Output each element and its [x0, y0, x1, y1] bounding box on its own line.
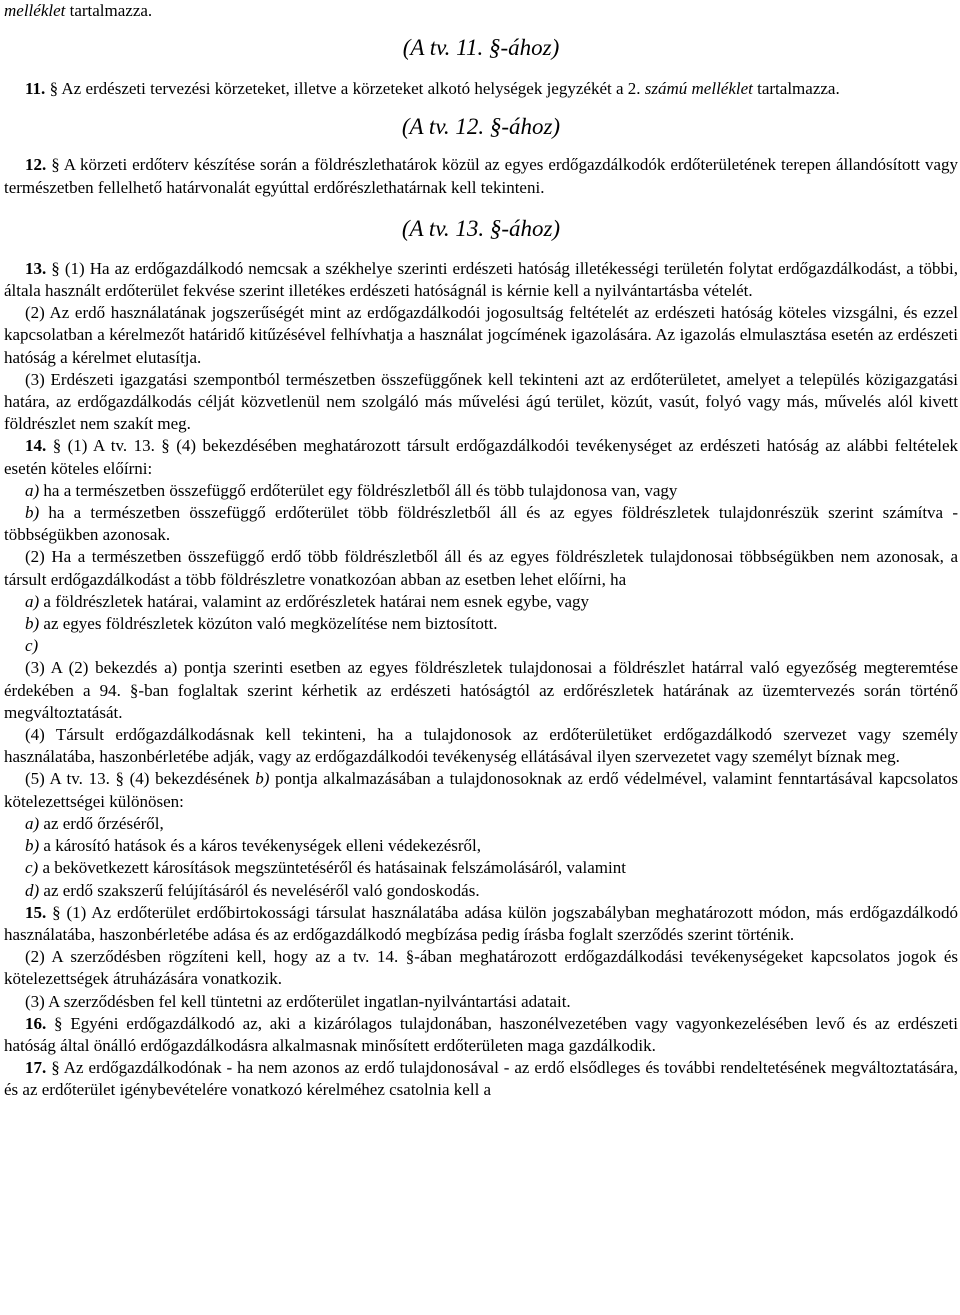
paragraph-13-1 — [4, 258, 958, 302]
document-page — [4, 0, 958, 1102]
point-label: d) — [25, 880, 40, 900]
section-heading-11: (A tv. 11. §-ához) — [402, 35, 560, 61]
paragraph-14-4: (4) Társult erdőgazdálkodásnak kell tekinteni, ha a tulajdonosok az erdőterületüket erdőgazdálkodó szervezet vagy személy használatába, haszonbérletébe adják, vagy az erdőgazdálkodói tevékenység ellátásával ilyen szervezetet vagy személyt bíznak meg. — [4, 725, 958, 767]
point-label: c) — [25, 858, 39, 878]
point-14-5-c — [4, 857, 958, 879]
paragraph-14-1 — [4, 435, 958, 479]
paragraph-number: 14. — [25, 436, 47, 456]
point-text: az egyes földrészletek közúton való megközelítése nem biztosított. — [39, 614, 498, 634]
top-fragment — [4, 0, 958, 22]
point-label: b) — [25, 614, 40, 634]
point-14-1-a — [4, 480, 958, 502]
point-14-5-b — [4, 835, 958, 857]
point-text: a bekövetkezett károsítások megszüntetéséről és hatásainak felszámolásáról, valamint — [38, 858, 626, 878]
top-fragment-italic: melléklet — [4, 1, 66, 20]
paragraph-text: § (1) A tv. 13. § (4) bekezdésében meghatározott társult erdőgazdálkodói tevékenységet az erdészeti hatóság az alábbi feltételek esetén köteles előírni: — [4, 436, 958, 478]
paragraph-number: 13. — [25, 258, 47, 278]
paragraph-14-2: (2) Ha a természetben összefüggő erdő több földrészletből áll és az egyes földrészletek tulajdonosai többségükben nem azonosak, a társult erdőgazdálkodást a több földrészletre vonatkozóan abban az esetben lehet előírni, ha — [4, 547, 958, 589]
point-label: c) — [25, 636, 39, 656]
paragraph-11 — [4, 78, 958, 100]
top-fragment-rest: tartalmazza. — [65, 1, 153, 20]
paragraph-13-3: (3) Erdészeti igazgatási szempontból természetben összefüggőnek kell tekinteni azt az erdőterületet, amelyet a település közigazgatási határa, az erdőgazdálkodás célját közvetlenül nem szolgáló más művelési ágú terület, közút, vasút, folyó vagy más, művelés alól kivett földrészlet nem szakít meg. — [4, 369, 958, 434]
section-heading-13: (A tv. 13. §-ához) — [401, 215, 561, 241]
point-14-1-b — [4, 502, 958, 546]
paragraph-17 — [4, 1057, 958, 1101]
paragraph-text: § Az erdészeti tervezési körzeteket, illetve a körzeteket alkotó helységek jegyzékét a 2. — [45, 79, 645, 99]
paragraph-number: 12. — [25, 155, 47, 175]
point-text: ha a természetben összefüggő erdőterület több földrészletből áll és az egyes földrészletek tulajdonrészük szerint számítva - többségükben azonosak. — [4, 503, 958, 545]
point-label: b) — [25, 503, 40, 523]
paragraph-14-5 — [4, 768, 958, 812]
point-14-5-a — [4, 813, 958, 835]
paragraph-text: pontja alkalmazásában a tulajdonosoknak az erdő védelmével, valamint fenntartásával kapcsolatos kötelezettségei különösen: — [4, 769, 959, 811]
point-text: a károsító hatások és a káros tevékenységek elleni védekezésről, — [39, 836, 481, 856]
paragraph-text: § Az erdőgazdálkodónak - ha nem azonos az erdő tulajdonosával - az erdő elsődleges és további rendeltetésének megváltoztatására, és az erdőterület igénybevételére vonatkozó kérelméhez csatolnia kell a — [4, 1058, 958, 1100]
paragraph-15-1 — [4, 902, 958, 946]
paragraph-14-3: (3) A (2) bekezdés a) pontja szerinti esetben az egyes földrészletek tulajdonosai a földrészlet határral való egyezőség megteremtése érdekében a 94. §-ban foglaltak szerint kérhetik az erdészeti hatóságtól az erdőrészletek határának az üzemtervezés során történő megváltoztatását. — [4, 658, 958, 722]
point-label: a) — [25, 480, 40, 500]
paragraph-italic: számú melléklet — [644, 79, 753, 99]
paragraph-15-2: (2) A szerződésben rögzíteni kell, hogy az a tv. 14. §-ában meghatározott erdőgazdálkodási tevékenységeket kapcsolatos jogok és kötelezettségek átruházására vonatkozik. — [4, 947, 958, 989]
section-heading-12: (A tv. 12. §-ához) — [401, 114, 561, 140]
paragraph-13-2: (2) Az erdő használatának jogszerűségét mint az erdőgazdálkodói jogosultság feltételét az erdészeti hatóság köteles vizsgálni, és ezzel kapcsolatban a kérelmezőt határidő kitűzésével felhívhatja a használat jogcímének igazolására. Az igazolás elmulasztása esetén az erdészeti hatóság a kérelmet elutasítja. — [4, 303, 958, 367]
point-14-2-b — [4, 613, 958, 635]
point-text: az erdő szakszerű felújításáról és neveléséről való gondoskodás. — [39, 880, 480, 900]
paragraph-number: 15. — [25, 902, 47, 922]
paragraph-text: § Egyéni erdőgazdálkodó az, aki a kizárólagos tulajdonában, haszonélvezetében vagy vagyonkezelésében levő és az erdészeti hatóság által önálló erdőgazdálkodásra alkalmasnak minősített erdőterületen maga gazdálkodik. — [4, 1013, 958, 1055]
paragraph-text: (5) A tv. 13. § (4) bekezdésének — [25, 769, 256, 789]
point-label: b) — [25, 836, 40, 856]
paragraph-12 — [4, 154, 958, 198]
point-text: az erdő őrzéséről, — [39, 813, 164, 833]
paragraph-text: § (1) Ha az erdőgazdálkodó nemcsak a székhelye szerinti erdészeti hatóság illetékességi területén folytat erdőgazdálkodást, a többi, általa használt erdőterület fekvése szerint illetékes erdészeti hatóságnál is kérnie kell a nyilvántartásba vételét. — [4, 258, 958, 301]
paragraph-number: 11. — [25, 79, 46, 99]
point-14-2-c — [4, 635, 958, 657]
paragraph-number: 16. — [25, 1013, 47, 1033]
point-text: ha a természetben összefüggő erdőterület egy földrészletből áll és több tulajdonosa van, vagy — [39, 480, 678, 500]
paragraph-15-3: (3) A szerződésben fel kell tüntetni az erdőterület ingatlan-nyilvántartási adatait. — [25, 991, 571, 1011]
paragraph-number: 17. — [25, 1058, 47, 1078]
point-14-2-a — [4, 591, 958, 613]
paragraph-16 — [4, 1013, 958, 1057]
point-label: a) — [25, 813, 40, 833]
paragraph-italic: b) — [255, 769, 270, 789]
point-text: a földrészletek határai, valamint az erdőrészletek határai nem esnek egybe, vagy — [39, 591, 590, 611]
paragraph-text: § A körzeti erdőterv készítése során a földrészlethatárok közül az egyes erdőgazdálkodók erdőterületének terepen állandósított vagy természetben fellelhető határvonalát egyúttal erdőrészlethatárnak kell tekinteni. — [4, 155, 958, 197]
paragraph-text: § (1) Az erdőterület erdőbirtokossági társulat használatába adása külön jogszabályban meghatározott módon, más erdőgazdálkodó használatába, haszonbérletébe adása és az erdőgazdálkodó megbízása pedig írásba foglalt szerződés szerint történik. — [4, 902, 958, 944]
paragraph-text: tartalmazza. — [752, 79, 840, 99]
point-14-5-d — [4, 880, 958, 902]
point-label: a) — [25, 591, 40, 611]
